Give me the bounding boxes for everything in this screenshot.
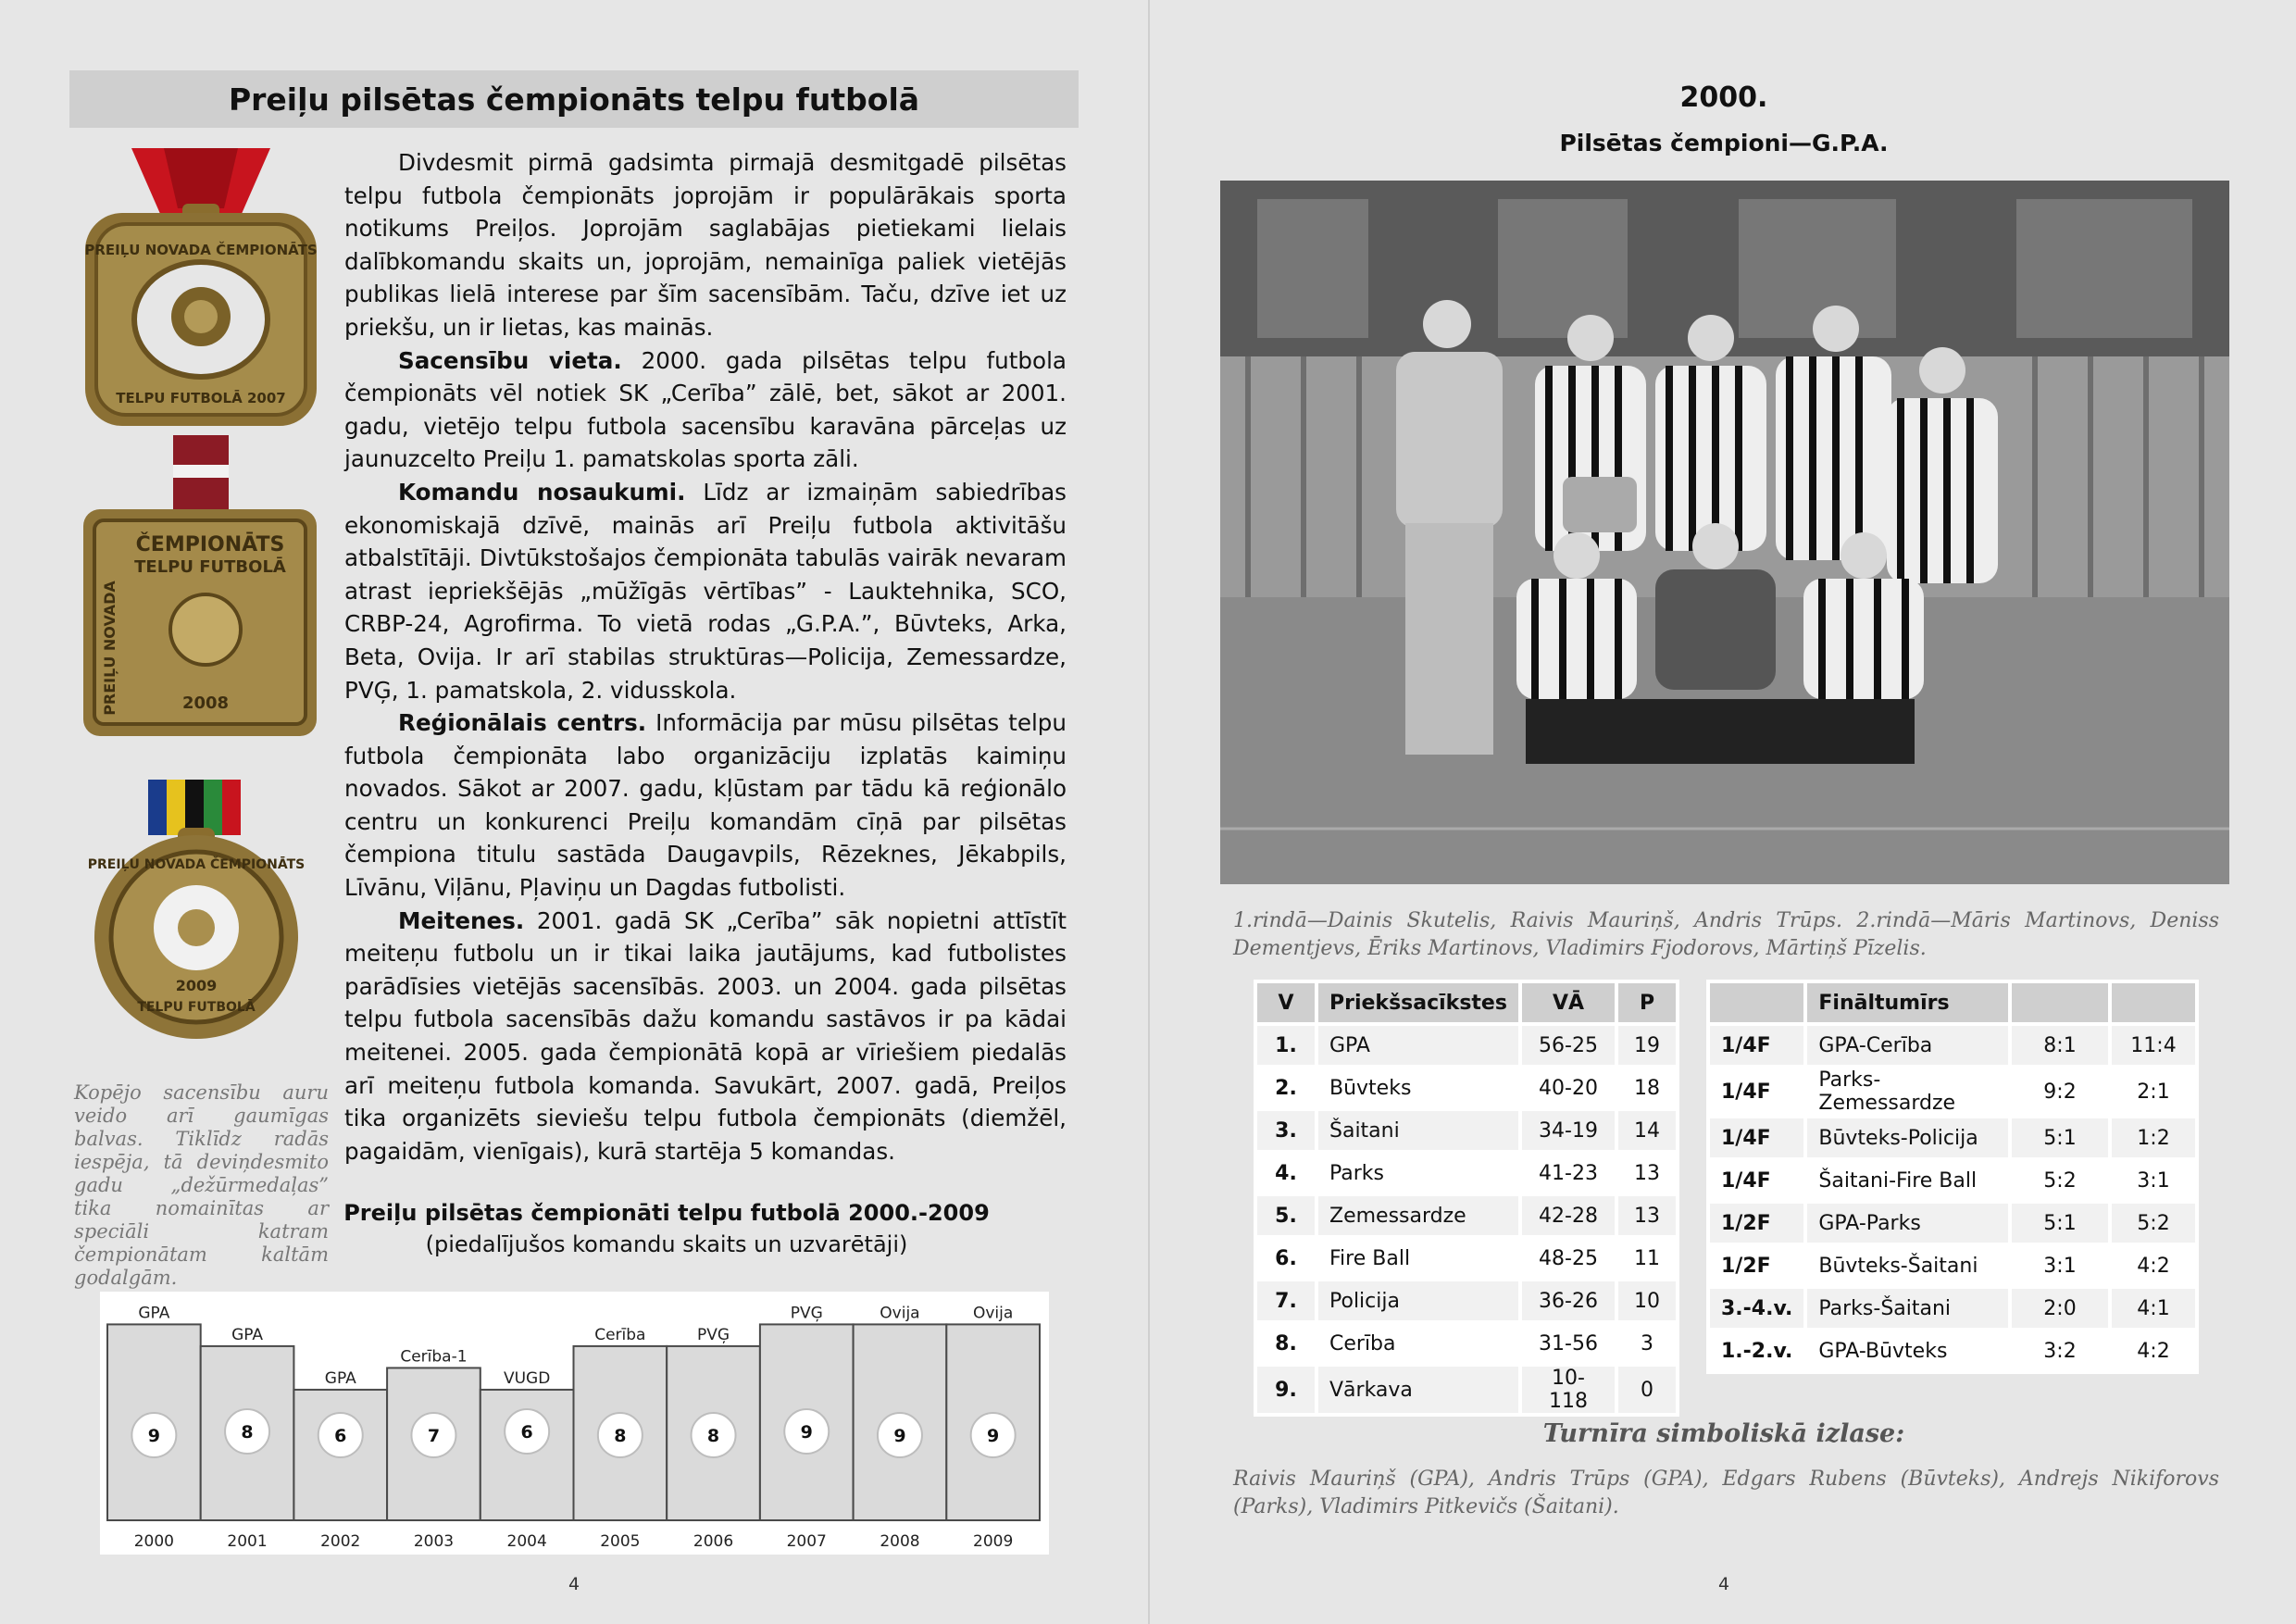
medal-2009-image	[76, 780, 326, 1039]
symbolic-team-list: Raivis Mauriņš (GPA), Andris Trūps (GPA), Edgars Rubens (Būvteks), Andrejs Nikiforovs (Parks), Vladimirs Pitkevičs (Šaitani).	[1233, 1468, 2219, 1518]
table-row: 6. Fire Ball 48-25 11	[1257, 1239, 1676, 1278]
winner-label-2004: VUGD	[503, 1368, 551, 1388]
x-tick-2008: 2008	[880, 1532, 920, 1551]
svg-text:PREIĻU NOVADA ČEMPIONĀTS: PREIĻU NOVADA ČEMPIONĀTS	[84, 242, 318, 258]
article-body	[344, 146, 1067, 1168]
page-number-right: 4	[1718, 1574, 1730, 1594]
table-row: 3. Šaitani 34-19 14	[1257, 1111, 1676, 1150]
paragraph-girls: Meitenes. 2001. gadā SK „Cerība” sāk nopietni attīstīt meiteņu futbolu un ir tikai laika jautājums, kad futbolistes parādīsies vietējās sacensībās. 2003. un 2004. gada pilsētas telpu futbola sacensībās dažu komandu sastāvos ir pa kādai meitenei. 2005. gada čempionātā kopā ar vīriešiem piedalās arī meiteņu futbola komanda. Savukārt, 2007. gadā, Preiļos tika organizēts sieviešu telpu futbola čempionāts (diemžēl, pagaidām, vienīgais), kurā startēja 5 komandas.	[344, 906, 1067, 1165]
col-header-goals: VĀ	[1522, 983, 1615, 1022]
table-row: 5. Zemessardze 42-28 13	[1257, 1196, 1676, 1235]
table-row: 7. Policija 36-26 10	[1257, 1281, 1676, 1320]
col-header-points: P	[1618, 983, 1676, 1022]
x-tick-2000: 2000	[133, 1532, 174, 1551]
x-tick-2007: 2007	[786, 1532, 827, 1551]
col-header-final-tournament: Fināltumīrs	[1807, 983, 2008, 1022]
preliminary-header-row	[1257, 983, 1676, 1022]
preliminary-table	[1254, 980, 1679, 1417]
table-row: 1/4F Šaitani-Fire Ball 5:2 3:1	[1710, 1161, 2195, 1200]
paragraph-team-names: Komandu nosaukumi. Līdz ar izmaiņām sabiedrības ekonomiskajā dzīvē, mainās arī Preiļu futbola aktivitāšu atbalstītāji. Divtūkstošajos čempionāta tabulās vairāk nevaram atrast iepriekšējās „mūžīgās vērtības” - Lauktehnika, SCO, CRBP-24, Agrofirma. To vietā rodas „G.P.A.”, Būvteks, Arka, Beta, Ovija. Ir arī stabilas struktūras—Policija, Zemessardze, PVĢ, 1. pamatskola, 2. vidusskola.	[344, 478, 1067, 704]
team-count-2007: 9	[800, 1422, 813, 1443]
winner-label-2009: Ovija	[972, 1304, 1014, 1323]
col-header-preliminaries: Priekšsacīkstes	[1318, 983, 1518, 1022]
x-tick-2006: 2006	[693, 1532, 734, 1551]
paragraph-intro: Divdesmit pirmā gadsimta pirmajā desmitgadē pilsētas telpu futbola čempionāts joprojām ir populārākais sporta notikums Preiļos. Joprojām saglabājas pietiekami lielais dalībkomandu skaits un, joprojām, nemainīga paliek vietējās publikas lielā interese par šīm sacensībām. Taču, dzīve iet uz priekšu, un ir lietas, kas mainās.	[344, 149, 1067, 341]
team-count-2003: 7	[427, 1426, 441, 1446]
team-count-2004: 6	[520, 1422, 533, 1443]
svg-text:ČEMPIONĀTS: ČEMPIONĀTS	[135, 533, 285, 556]
table-row: 1. GPA 56-25 19	[1257, 1026, 1676, 1065]
svg-text:TELPU FUTBOLĀ: TELPU FUTBOLĀ	[137, 1000, 256, 1015]
winner-label-2007: PVĢ	[790, 1304, 823, 1323]
winner-label-2001: GPA	[231, 1325, 264, 1344]
col-header-place: V	[1257, 983, 1315, 1022]
winner-label-2003: Cerība-1	[400, 1347, 468, 1367]
paragraph-regional-centre: Reģionālais centrs. Informācija par mūsu pilsētas telpu futbola čempionāta labo organizāciju izplatās kaimiņu novados. Sākot ar 2007. gadu, kļūstam par tādu kā reģionālo centru un konkurenci Preiļu komandām cīņā par pilsētas čempiona titulu sastāda Daugavpils, Rēzeknes, Jēkabpils, Līvānu, Viļānu, Pļaviņu un Dagdas futbolisti.	[344, 709, 1067, 902]
chart-subtitle: (piedalījušos komandu skaits un uzvarētāji)	[425, 1231, 908, 1257]
season-year: 2000.	[1679, 81, 1768, 114]
team-count-2006: 8	[706, 1426, 720, 1446]
svg-text:2009: 2009	[175, 977, 218, 994]
team-count-2002: 6	[334, 1426, 347, 1446]
final-tournament-table	[1706, 980, 2199, 1374]
symbolic-team-heading: Turnīra simboliskā izlase:	[1542, 1419, 1905, 1448]
photo-caption: 1.rindā—Dainis Skutelis, Raivis Mauriņš, Andris Trūps. 2.rindā—Māris Martinovs, Deniss Dementjevs, Ēriks Martinovs, Vladimirs Fjodorovs, Mārtiņš Pīzelis.	[1233, 909, 2219, 960]
winner-label-2005: Cerība	[594, 1325, 646, 1344]
team-count-2001: 8	[241, 1422, 254, 1443]
x-tick-2004: 2004	[506, 1532, 547, 1551]
medal-2007-image	[76, 148, 326, 426]
chart-title: Preiļu pilsētas čempionāti telpu futbolā 2000.-2009	[343, 1200, 990, 1226]
team-count-2005: 8	[614, 1426, 627, 1446]
col-header-stage	[1710, 983, 1803, 1022]
table-row: 8. Cerība 31-56 3	[1257, 1324, 1676, 1363]
page-title: Preiļu pilsētas čempionāts telpu futbolā	[228, 81, 920, 118]
table-row: 1/4F Parks-Zemessardze 9:2 2:1	[1710, 1068, 2195, 1115]
table-row: 1/2F GPA-Parks 5:1 5:2	[1710, 1204, 2195, 1243]
svg-text:PREIĻU NOVADA: PREIĻU NOVADA	[101, 581, 119, 716]
x-tick-2001: 2001	[227, 1532, 268, 1551]
championships-bar-chart	[100, 1292, 1049, 1555]
table-row: 1.-2.v. GPA-Būvteks 3:2 4:2	[1710, 1331, 2195, 1370]
winner-label-2008: Ovija	[880, 1304, 920, 1323]
table-row: 4. Parks 41-23 13	[1257, 1154, 1676, 1193]
x-tick-2009: 2009	[973, 1532, 1014, 1551]
chart-heading	[306, 1197, 1028, 1260]
winner-label-2002: GPA	[324, 1368, 356, 1388]
winner-label-2000: GPA	[138, 1304, 170, 1323]
team-count-2008: 9	[893, 1426, 906, 1446]
col-header-score-2	[2112, 983, 2195, 1022]
right-page	[1148, 0, 2296, 1624]
team-count-2000: 9	[147, 1426, 160, 1446]
champions-heading: Pilsētas čempioni—G.P.A.	[1559, 130, 1889, 156]
medal-caption: Kopējo sacensību auru veido arī gaumīgas balvas. Tiklīdz radās iespēja, tā deviņdesmito gadu „dežūrmedaļas” tika nomainītas ar speciāli katram čempionātam kaltām godalgām.	[74, 1081, 329, 1289]
x-tick-2002: 2002	[320, 1532, 361, 1551]
team-photo	[1220, 181, 2229, 884]
table-row: 9. Vārkava 10-118 0	[1257, 1367, 1676, 1413]
table-row: 3.-4.v. Parks-Šaitani 2:0 4:1	[1710, 1289, 2195, 1328]
paragraph-venue: Sacensību vieta. 2000. gada pilsētas telpu futbola čempionāts vēl notiek SK „Cerība” zālē, bet, sākot ar 2001. gadu, vietējo telpu futbola sacensību karavāna pārceļas uz jaunuzcelto Preiļu 1. pamatskolas sporta zāli.	[344, 346, 1067, 473]
svg-text:PREIĻU NOVADA ČEMPIONĀTS: PREIĻU NOVADA ČEMPIONĀTS	[87, 857, 306, 872]
col-header-score-1	[2012, 983, 2108, 1022]
table-row: 1/4F Būvteks-Policija 5:1 1:2	[1710, 1118, 2195, 1157]
page-title-bar	[69, 70, 1079, 128]
x-tick-2005: 2005	[600, 1532, 641, 1551]
svg-text:TELPU FUTBOLĀ: TELPU FUTBOLĀ	[134, 557, 286, 577]
svg-text:2008: 2008	[181, 693, 230, 713]
table-row: 1/2F Būvteks-Šaitani 3:1 4:2	[1710, 1246, 2195, 1285]
x-tick-2003: 2003	[413, 1532, 455, 1551]
team-count-2009: 9	[987, 1426, 1000, 1446]
winner-label-2006: PVĢ	[697, 1325, 730, 1344]
table-row: 1/4F GPA-Cerība 8:1 11:4	[1710, 1026, 2195, 1065]
final-header-row	[1710, 983, 2195, 1022]
medal-2008-image	[76, 435, 326, 755]
page-number-left: 4	[568, 1574, 580, 1594]
table-row: 2. Būvteks 40-20 18	[1257, 1068, 1676, 1107]
svg-text:TELPU FUTBOLĀ 2007: TELPU FUTBOLĀ 2007	[116, 390, 286, 406]
